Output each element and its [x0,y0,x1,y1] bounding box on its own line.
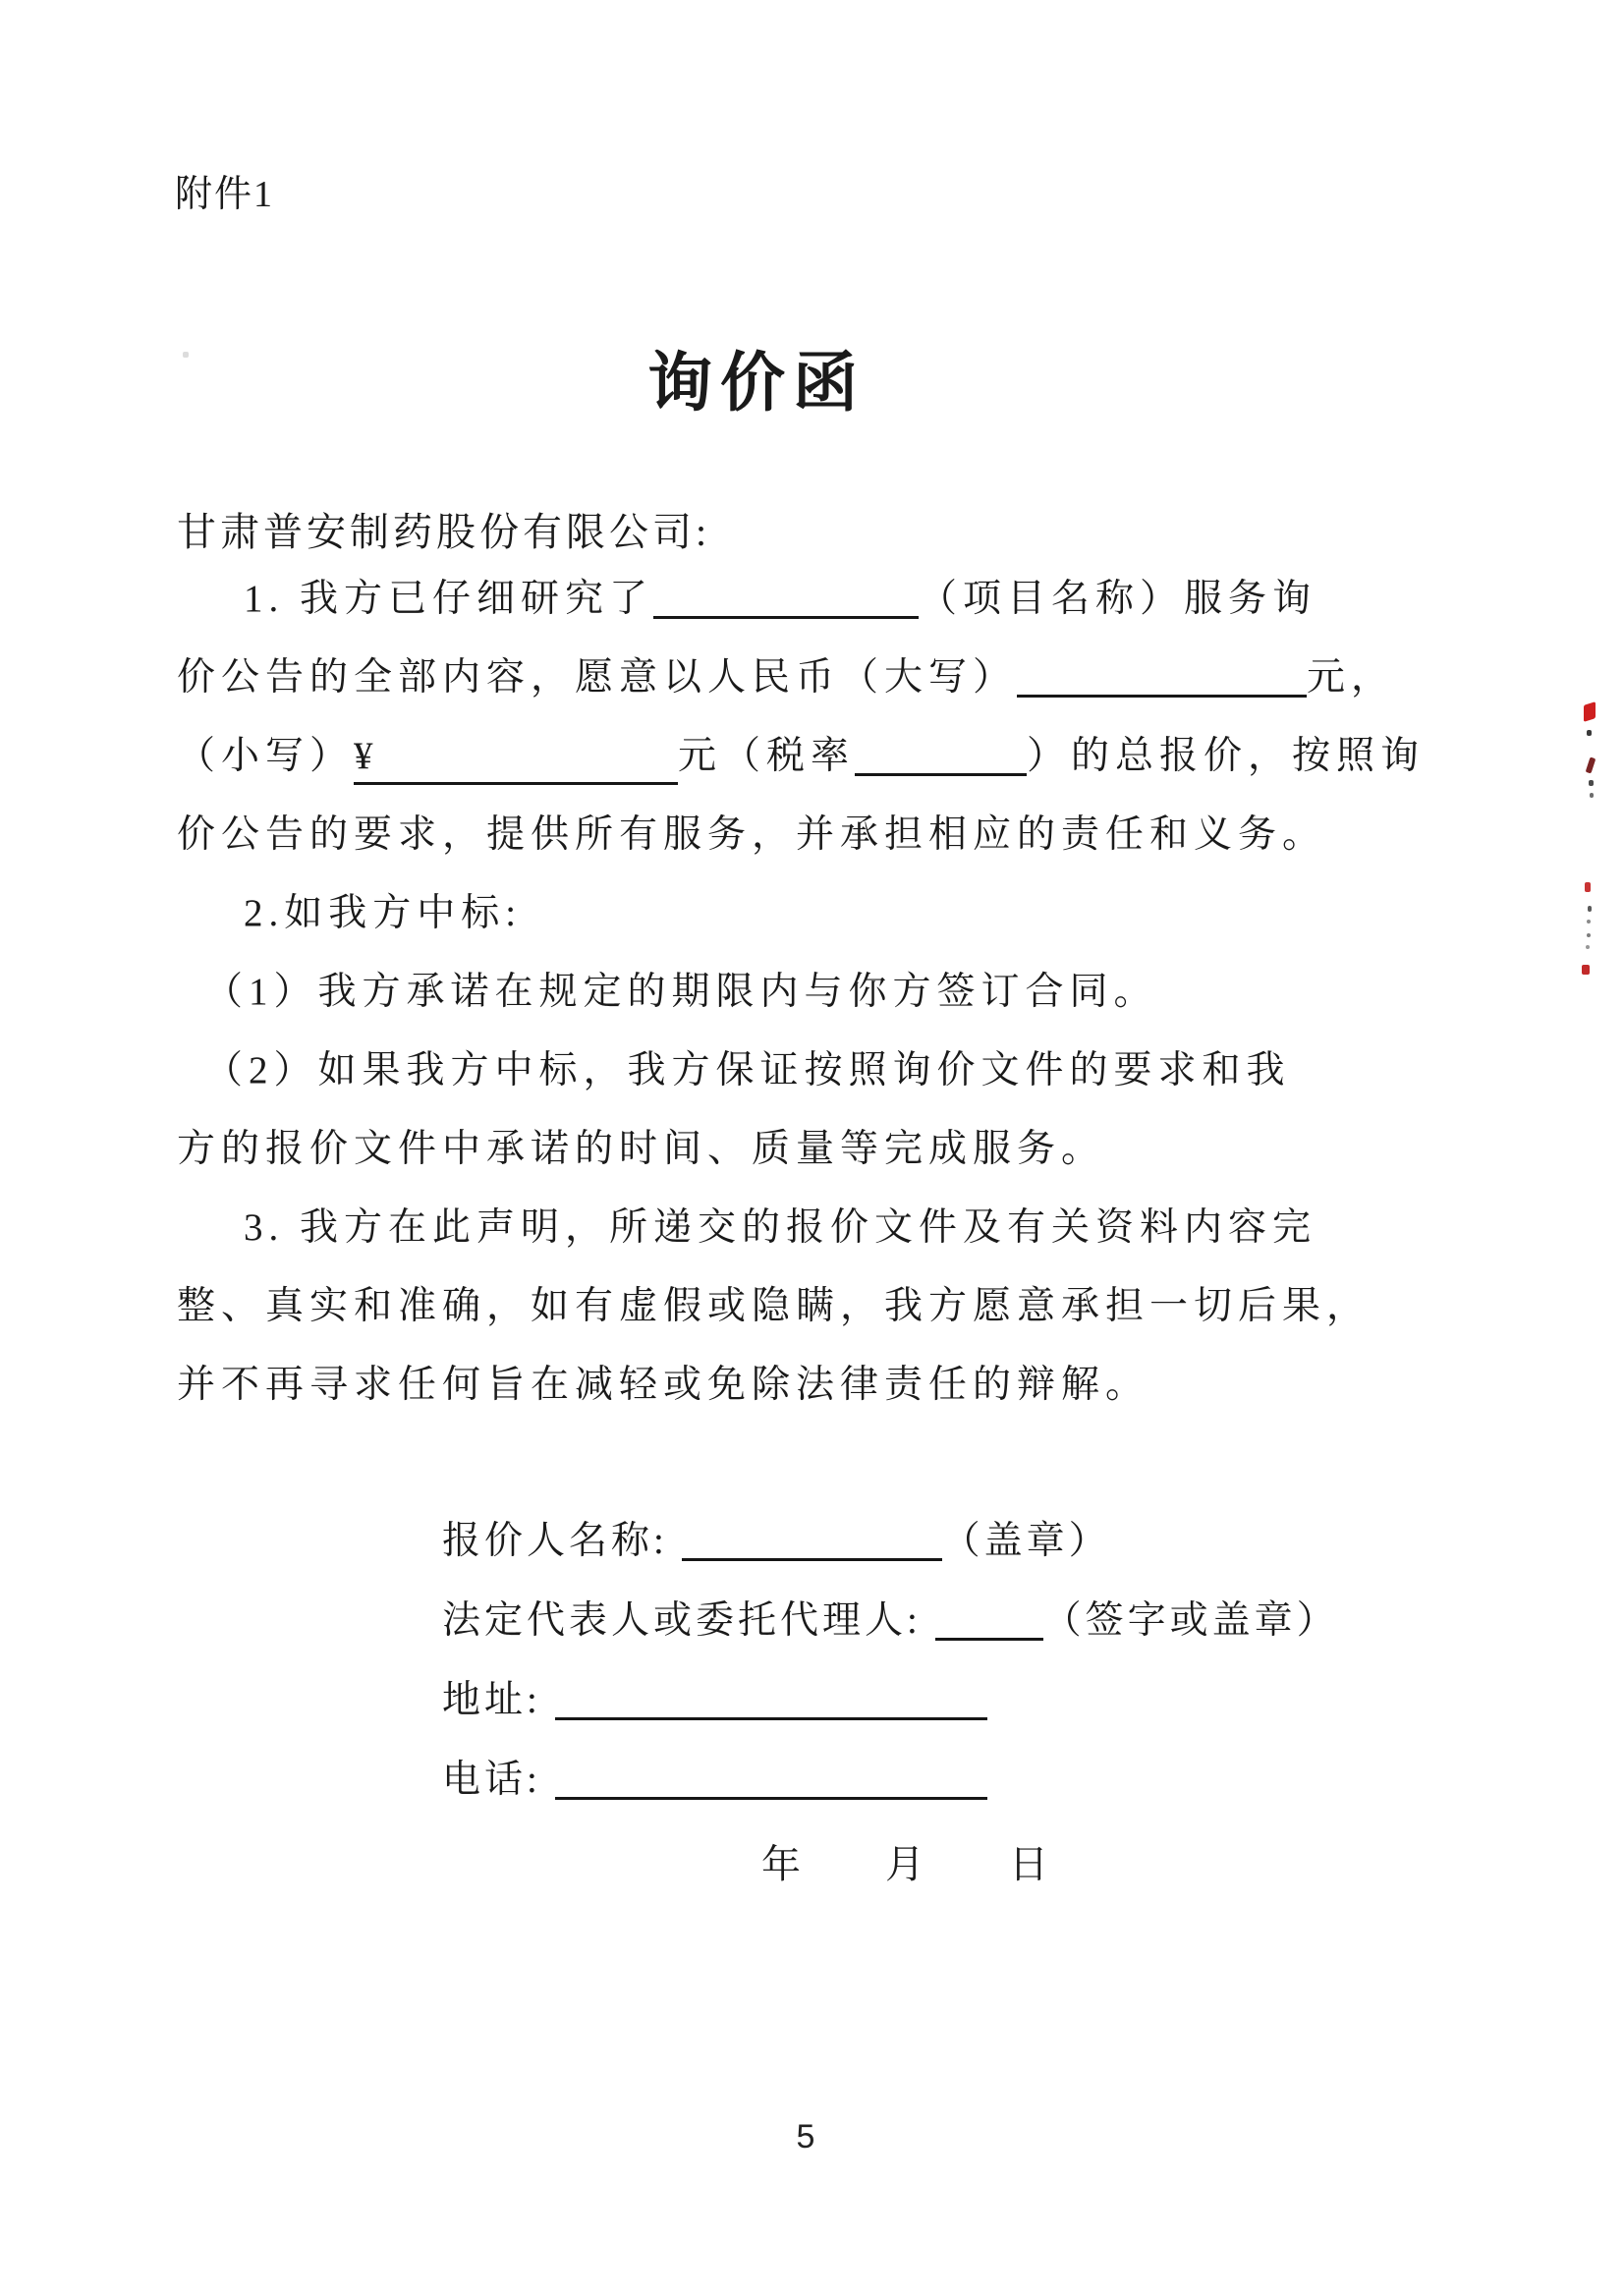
attachment-label: 附件1 [175,174,275,215]
text-segment: 报价人名称: [442,1520,682,1562]
fill-in-blank [935,1593,1043,1641]
text-line [442,1581,1339,1660]
text-line [177,953,1375,1032]
text-line [177,796,1375,874]
scan-speck [1588,906,1592,912]
scan-speck [1587,933,1591,937]
text-segment: （小写） [177,735,355,777]
text-line [177,560,1375,639]
scan-speck [1587,920,1591,924]
text-segment: 元（税率 [678,735,856,777]
text-segment: （项目名称）服务询 [919,578,1317,620]
text-line [177,1346,1375,1425]
date-line: 年 月 日 [761,1842,1050,1886]
text-segment: 价公告的全部内容，愿意以人民币（大写） [177,656,1018,699]
text-segment: 价公告的要求，提供所有服务，并承担相应的责任和义务。 [177,813,1327,856]
scan-speck [1586,945,1590,949]
text-segment: （1）我方承诺在规定的期限内与你方签订合同。 [204,971,1158,1013]
text-segment: （签字或盖章） [1042,1599,1339,1642]
fill-in-blank: ¥ [354,731,678,785]
scan-speck [1585,882,1591,892]
scan-speck [1584,701,1596,722]
text-segment: 3. 我方在此声明，所递交的报价文件及有关资料内容完 [244,1206,1317,1249]
scan-speck [1590,793,1594,798]
text-segment: ）的总报价，按照询 [1027,735,1426,777]
scan-speck [1587,730,1592,736]
text-line [442,1740,1339,1819]
text-line [177,1267,1375,1346]
text-segment: 整、真实和准确，如有虚假或隐瞒，我方愿意承担一切后果， [177,1285,1372,1327]
fill-in-blank [855,728,1027,776]
text-line [442,1660,1339,1740]
fill-in-blank [653,571,919,619]
text-segment: 方的报价文件中承诺的时间、质量等完成服务。 [177,1128,1106,1170]
text-line [177,1110,1375,1189]
text-line [177,717,1426,796]
signature-block [442,1501,1339,1819]
text-segment: 元， [1307,656,1396,699]
text-line [177,1189,1375,1267]
page-number: 5 [796,2118,815,2155]
fill-in-blank [1017,649,1307,698]
text-line [177,639,1396,717]
text-segment: （盖章） [941,1520,1111,1562]
text-segment: 地址: [442,1679,555,1721]
text-segment: 1. 我方已仔细研究了 [244,578,654,620]
letter-body [177,560,1426,1425]
fill-in-blank [682,1513,942,1561]
text-segment: 法定代表人或委托代理人: [442,1599,935,1642]
text-line [177,874,1375,953]
salutation: 甘肃普安制药股份有限公司: [177,510,711,554]
scan-speck [1589,780,1594,786]
text-segment: 并不再寻求任何旨在减轻或免除法律责任的辩解。 [177,1364,1150,1406]
scan-speck [183,352,189,358]
text-line [442,1501,1339,1581]
text-segment: （2）如果我方中标，我方保证按照询价文件的要求和我 [204,1049,1291,1092]
fill-in-blank [555,1672,987,1720]
document-title: 询价函 [647,348,866,420]
scan-speck [1586,756,1596,773]
text-segment: 2.如我方中标: [244,892,523,934]
text-segment: 电话: [442,1759,555,1801]
scan-speck [1582,965,1590,975]
text-line [177,1032,1375,1110]
fill-in-blank [555,1752,987,1800]
